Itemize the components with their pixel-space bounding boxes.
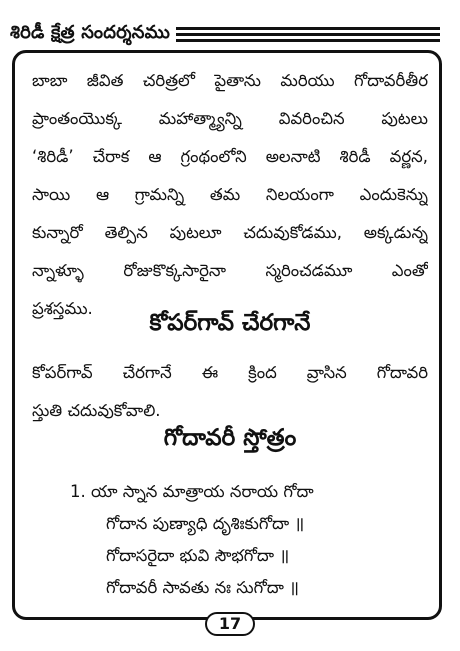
stotram-verse xyxy=(70,476,430,604)
page-number-badge: 17 xyxy=(205,612,255,636)
text-line: కున్నారో తెల్పిన పుటలూ చదువుకోడము, అక్కడున్న xyxy=(32,223,428,242)
verse-text: యా స్నాన మాత్రాయ నరాయ గోదా xyxy=(91,482,314,501)
running-header xyxy=(10,22,440,46)
text-line: ‘శిరిడీ’ చేరాక ఆ గ్రంథంలోని అలనాటి శిరిడీ వర్ణన, xyxy=(32,147,428,166)
verse-number: 1. xyxy=(70,482,86,501)
verse-line: గోదాన పుణ్యాధి దృశిఃకుగోదా ॥ xyxy=(106,514,305,533)
header-rule-line xyxy=(176,39,440,42)
text-line: ప్రాంతంయొక్క మహాత్మ్యాన్ని వివరించిన పుటలు xyxy=(32,109,428,128)
text-line: బాబా జీవిత చరిత్రలో పైతాను మరియు గోదావరీతీర xyxy=(32,71,428,90)
intro-paragraph xyxy=(32,62,428,328)
text-line: న్నాళ్ళూ రోజుకొక్కసారైనా స్మరించడమూ ఎంతో xyxy=(32,261,428,280)
verse-line: గోదావరీ సావతు నః సుగోదా ॥ xyxy=(106,578,299,597)
text-line: స్తుతి చదువుకోవాలి. xyxy=(32,401,161,420)
text-line: సాయి ఆ గ్రామన్ని తమ నిలయంగా ఎందుకెన్ను xyxy=(32,185,428,204)
header-rule-line xyxy=(176,27,440,30)
verse-line xyxy=(70,476,430,508)
header-rule-line xyxy=(176,33,440,36)
section-heading-stotram: గోదావరీ స్తోత్రం xyxy=(163,425,297,451)
kopargaon-paragraph xyxy=(32,354,428,430)
section-heading-kopargaon: కోపర్‌గావ్ చేరగానే xyxy=(149,310,311,336)
text-line: కోపర్‌గావ్ చేరగానే ఈ క్రింద వ్రాసిన గోదావరి xyxy=(32,363,428,382)
text-line: ప్రశస్తము. xyxy=(32,299,93,318)
verse-line: గోదాసరైదా భువి సౌభగోదా ॥ xyxy=(106,546,290,565)
running-header-title: శిరిడీ క్షేత్ర సందర్శనము xyxy=(10,22,171,43)
